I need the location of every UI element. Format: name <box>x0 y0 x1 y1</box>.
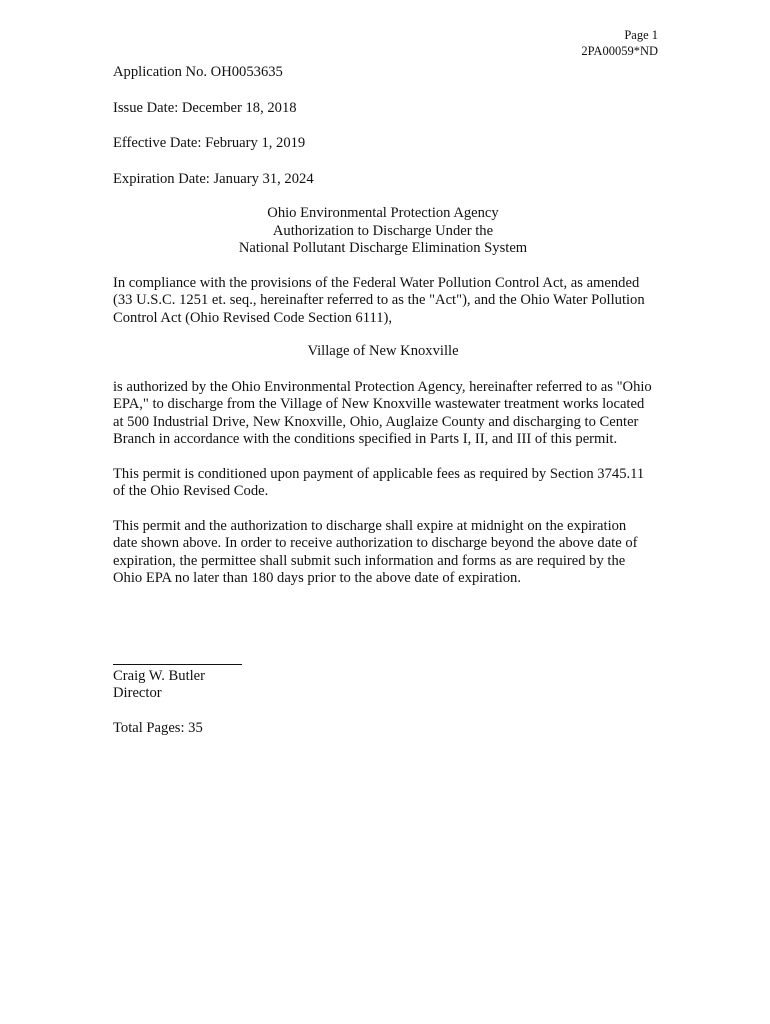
authorization-paragraph: is authorized by the Ohio Environmental Protection Agency, hereinafter referred to as "Ohio EPA," to discharge from the Village of New Knoxville wastewater treatment works located at 500 Industrial Drive, New Knoxville, Ohio, Auglaize County and discharging to Center Branch in accordance with the conditions specified in Parts I, II, and III of this permit. <box>113 378 652 447</box>
authorization-line: Authorization to Discharge Under the <box>272 222 494 239</box>
npdes-line: National Pollutant Discharge Elimination System <box>238 240 528 256</box>
permittee-name: Village of New Knoxville <box>307 343 459 359</box>
agency-name: Ohio Environmental Protection Agency <box>267 205 499 221</box>
signatory-title: Director <box>113 685 162 701</box>
signatory-name: Craig W. Butler <box>113 667 206 684</box>
page-header <box>581 27 658 59</box>
fees-paragraph: This permit is conditioned upon payment of applicable fees as required by Section 3745.11 of the Ohio Revised Code. <box>113 465 645 499</box>
document-code: 2PA00059*ND <box>581 44 658 58</box>
expiration-date: Expiration Date: January 31, 2024 <box>113 170 314 187</box>
page-number: Page 1 <box>624 28 658 42</box>
signature-block <box>113 664 653 703</box>
issue-date: Issue Date: December 18, 2018 <box>113 99 297 116</box>
application-number: Application No. OH0053635 <box>113 64 283 80</box>
total-pages: Total Pages: 35 <box>113 719 203 736</box>
effective-date: Effective Date: February 1, 2019 <box>113 135 306 151</box>
title-block <box>113 205 653 258</box>
signature-line <box>113 664 242 665</box>
document-body <box>113 64 653 737</box>
expiration-paragraph: This permit and the authorization to discharge shall expire at midnight on the expiration date shown above. In order to receive authorization to discharge beyond the above date of expiration, the permittee shall submit such information and forms as are required by the Ohio EPA no later than 180 days prior to the above date of expiration. <box>113 517 638 586</box>
compliance-paragraph: In compliance with the provisions of the Federal Water Pollution Control Act, as amended (33 U.S.C. 1251 et. seq., hereinafter referred to as the "Act"), and the Ohio Water Pollution Control Act (Ohio Revised Code Section 6111), <box>113 274 645 326</box>
